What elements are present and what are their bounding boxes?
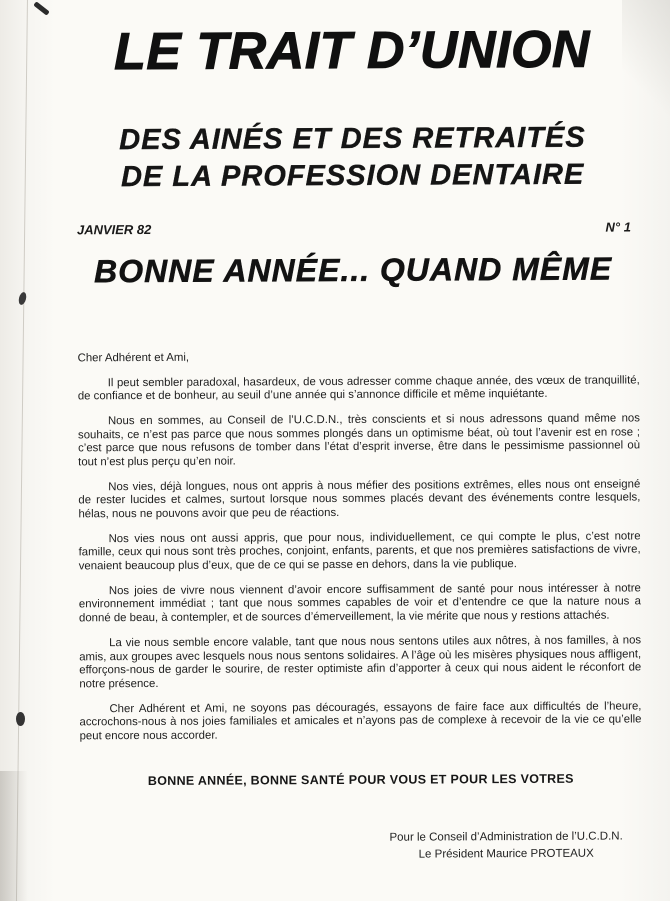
newsletter-masthead-title: LE TRAIT D’UNION [113,20,591,82]
body-paragraph: La vie nous semble encore valable, tant que nous nous sentons utiles aux nôtres, à nos familles, à nos amis, aux groupes avec lesquels nous nous sentons solidaires. A l’âge où les misères physiques nous affligent, efforçons-nous de garder le sourire, de rester optimiste afin d’apporter à ceux qui nous aident le réconfort de notre présence. [79,634,642,691]
article-body [78,349,642,789]
issue-date: JANVIER 82 [76,221,152,238]
body-paragraph: Nos vies nous ont aussi appris, que pour nous, individuellement, ce qui compte le plus, c’est notre famille, ceux qui nous sont très proches, conjoint, enfants, parents, et que nos premières satisfactions de vivre, venaient beaucoup plus d’eux, que de ce qui se passe en dehors, dans la vie publique. [78,530,641,573]
salutation: Cher Adhérent et Ami, [77,351,190,365]
subtitle-line-2: DE LA PROFESSION DENTAIRE [120,158,585,193]
issue-number: N° 1 [605,219,631,235]
signature-line-2: Le Président Maurice PROTEAUX [418,848,594,862]
body-paragraph: Nos joies de vivre nous viennent d’avoir encore suffisamment de santé pour nous intéresser à notre environnement immédiat ; tant que nous sommes capables de voir et d’entendre ce que la nature nous a donné de beau, à contempler, et de sources d’émerveillement, la vie mérite que nous y restions attachés. [78,582,641,625]
body-paragraph: Cher Adhérent et Ami, ne soyons pas découragés, essayons de faire face aux difficultés de l’heure, accrochons-nous à nos joies familiales et amicales et n’ayons pas de complexe à recevoir de la vie ce qu’elle peut encore nous accorder. [79,699,642,743]
newsletter-header [44,22,661,196]
body-paragraph: Nous en sommes, au Conseil de l’U.C.D.N., très conscients et si nous adressons quand même nos souhaits, ce n’est pas parce que nous sommes plongés dans un optimisme béat, où tout l’avenir est en rose ; c’est parce que nous refusons de tomber dans l’état d’esprit inverse, être dans le pessimisme passionnel où tout n’est plus perçu qu’en noir. [77,412,641,469]
body-paragraph: Il peut sembler paradoxal, hasardeux, de vous adresser comme chaque année, des vœux de tranquillité, de confiance et de bonheur, au seuil d’une année qui s’annonce difficile et même inquiétante. [77,373,640,403]
issue-meta-row [0,219,669,238]
subtitle-line-1: DES AINÉS ET DES RETRAITÉS [119,121,586,156]
closing-greeting: BONNE ANNÉE, BONNE SANTÉ POUR VOUS ET POUR LES VOTRES [147,771,574,788]
newsletter-subtitle [44,119,660,196]
signature-block [366,828,646,865]
signature-line-1: Pour le Conseil d’Administration de l’U.C.D.N. [389,830,623,844]
article-headline: BONNE ANNÉE... QUAND MÊME [94,250,613,290]
body-paragraph: Nos vies, déjà longues, nous ont appris à nous méfier des positions extrêmes, elles nous ont enseigné de rester lucides et calmes, surtout lorsque nous sommes placés devant des événements contre lesquels, hélas, nous ne pouvons avoir que peu de réactions. [78,478,641,521]
